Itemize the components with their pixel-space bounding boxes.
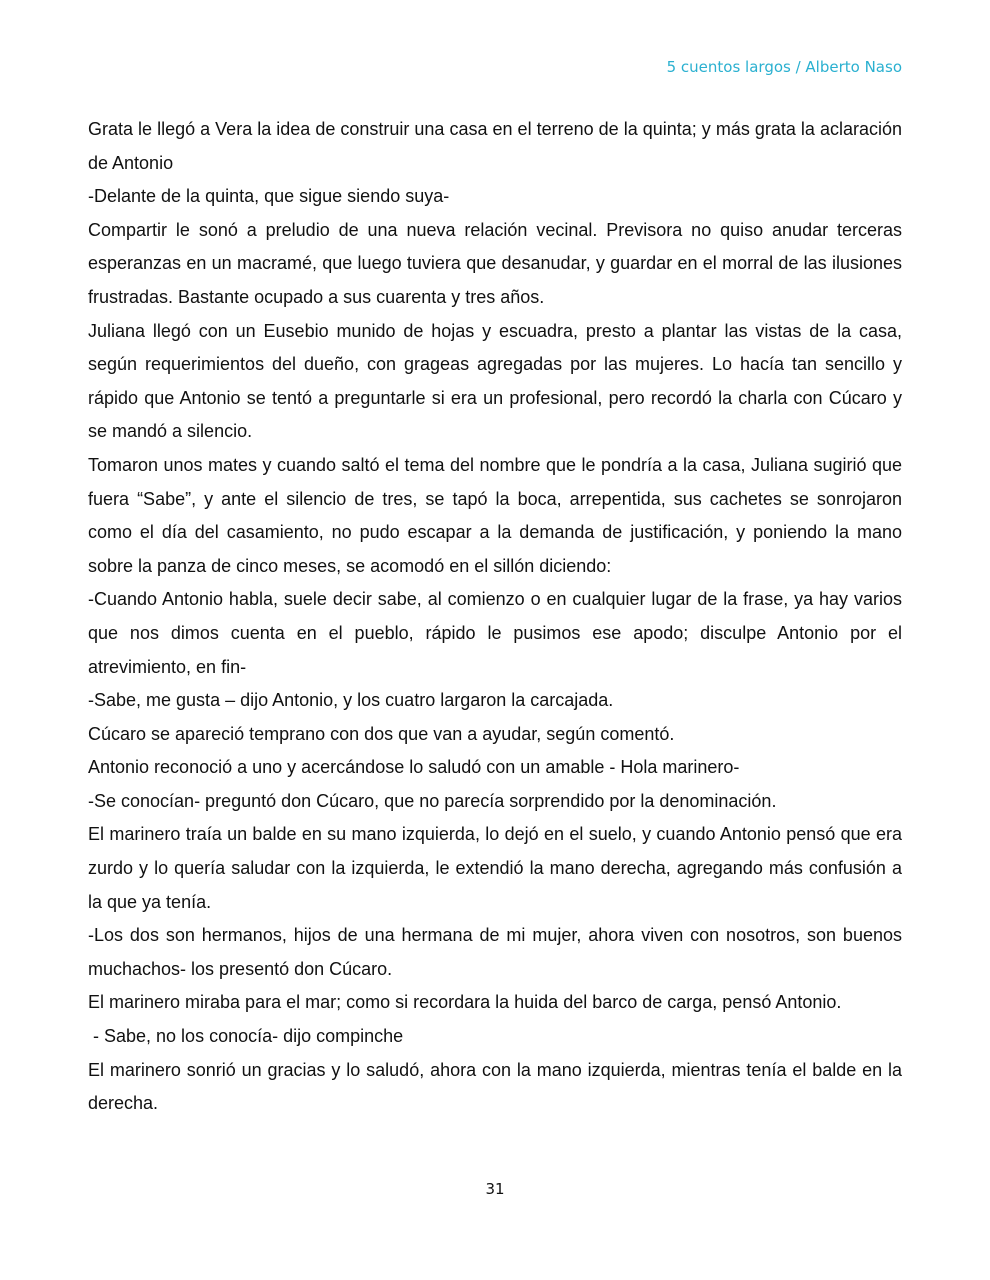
paragraph: El marinero sonrió un gracias y lo saludó, ahora con la mano izquierda, mientras tenía el balde en la derecha. bbox=[88, 1059, 902, 1114]
paragraph: Antonio reconoció a uno y acercándose lo saludó con un amable - Hola marinero- bbox=[88, 757, 740, 778]
paragraph: -Cuando Antonio habla, suele decir sabe, al comienzo o en cualquier lugar de la frase, ya hay varios que nos dimos cuenta en el pueblo, rápido le pusimos ese apodo; disculpe Antonio por el atrevimiento, en fin- bbox=[88, 589, 902, 677]
paragraph: Grata le llegó a Vera la idea de construir una casa en el terreno de la quinta; y más grata la aclaración de Antonio bbox=[88, 119, 902, 173]
paragraph: - Sabe, no los conocía- dijo compinche bbox=[88, 1026, 404, 1047]
paragraph: -Se conocían- preguntó don Cúcaro, que no parecía sorprendido por la denominación. bbox=[88, 790, 777, 811]
paragraph: El marinero traía un balde en su mano izquierda, lo dejó en el suelo, y cuando Antonio pensó que era zurdo y lo quería saludar con la izquierda, le extendió la mano derecha, agregando más confusión a la que ya tenía. bbox=[88, 824, 902, 912]
paragraph: Tomaron unos mates y cuando saltó el tema del nombre que le pondría a la casa, Juliana sugirió que fuera “Sabe”, y ante el silencio de tres, se tapó la boca, arrepentida, sus cachetes se sonrojaron como el día del casamiento, no pudo escapar a la demanda de justificación, y poniendo la mano sobre la panza de cinco meses, se acomodó en el sillón diciendo: bbox=[88, 454, 902, 576]
paragraph: El marinero miraba para el mar; como si recordara la huida del barco de carga, pensó Antonio. bbox=[88, 992, 842, 1013]
paragraph: Cúcaro se apareció temprano con dos que van a ayudar, según comentó. bbox=[88, 723, 675, 744]
paragraph: -Sabe, me gusta – dijo Antonio, y los cuatro largaron la carcajada. bbox=[88, 690, 614, 711]
page-number: 31 bbox=[485, 1180, 505, 1198]
body-text bbox=[88, 113, 902, 1121]
paragraph: -Delante de la quinta, que sigue siendo suya- bbox=[88, 186, 450, 207]
paragraph: -Los dos son hermanos, hijos de una hermana de mi mujer, ahora viven con nosotros, son buenos muchachos- los presentó don Cúcaro. bbox=[88, 925, 902, 979]
paragraph: Juliana llegó con un Eusebio munido de hojas y escuadra, presto a plantar las vistas de la casa, según requerimientos del dueño, con grageas agregadas por las mujeres. Lo hacía tan sencillo y rápido que Antonio se tentó a preguntarle si era un profesional, pero recordó la charla con Cúcaro y se mandó a silencio. bbox=[88, 320, 902, 442]
paragraph: Compartir le sonó a preludio de una nueva relación vecinal. Previsora no quiso anudar terceras esperanzas en un macramé, que luego tuviera que desanudar, y guardar en el morral de las ilusiones frustradas. Bastante ocupado a sus cuarenta y tres años. bbox=[88, 219, 902, 307]
running-header: 5 cuentos largos / Alberto Naso bbox=[666, 58, 902, 76]
